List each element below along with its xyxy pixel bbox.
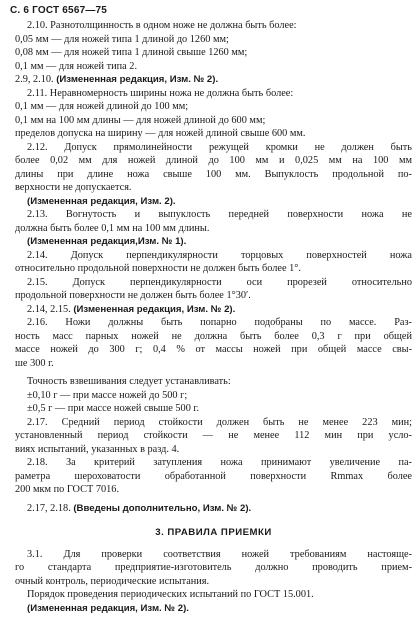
revision-note-2-12: (Измененная редакция, Изм. 2). bbox=[27, 195, 176, 207]
weighing-line: Точность взвешивания следует устанавливать: bbox=[27, 376, 231, 387]
paragraph-2-10-line: 0,08 мм — для ножей типа 1 длиной свыше 1260 мм; bbox=[15, 47, 248, 58]
document-body bbox=[15, 19, 412, 615]
paragraph-2-13-line: должна быть более 0,1 мм на 100 мм длины. bbox=[15, 222, 210, 234]
page-header: С. 6 ГОСТ 6567—75 bbox=[10, 5, 108, 16]
paragraph-2-18-line: 200 мкм по ГОСТ 7016. bbox=[15, 484, 120, 495]
paragraph-2-17-line: установленный период стойкости — не менее 112 мин при усло- bbox=[15, 430, 412, 441]
section-title: 3. ПРАВИЛА ПРИЕМКИ bbox=[155, 527, 272, 538]
paragraph-2-10-line: 0,1 мм — для ножей типа 2. bbox=[15, 60, 138, 72]
paragraph-2-17-line: 2.17. Средний период стойкости должен быть не менее 223 мин; bbox=[27, 416, 412, 428]
revision-note-2-17 bbox=[15, 502, 412, 516]
paragraph-2-13-line: 2.13. Вогнутость и выпуклость передней поверхности ножа не bbox=[27, 209, 412, 220]
paragraph-3-order: Порядок проведения периодических испытаний по ГОСТ 15.001. bbox=[27, 589, 314, 600]
paragraph-2-16-line: ше 300 г. bbox=[15, 357, 54, 369]
paragraph-2-16-line: 2.16. Ножи должны быть попарно подобраны по массе. Раз- bbox=[27, 317, 412, 328]
weighing-line: ±0,5 г — при массе ножей свыше 500 г. bbox=[27, 403, 200, 414]
revision-note-number: 2.9, 2.10. bbox=[15, 74, 54, 85]
revision-note-3: (Измененная редакция, Изм. № 2). bbox=[27, 602, 189, 614]
paragraph-2-10-line: 0,05 мм — для ножей типа 1 длиной до 1260 мм; bbox=[15, 33, 229, 45]
revision-note-2-9 bbox=[15, 73, 412, 87]
paragraph-3-1-line: очный контроль, периодические испытания. bbox=[15, 575, 210, 587]
paragraph-2-11-line: пределов допуска на ширину — для ножей длиной свыше 600 мм. bbox=[15, 128, 306, 139]
paragraph-2-18-line: раметра шероховатости обработанной поверхности Rmmax более bbox=[15, 470, 412, 482]
weighing-line: ±0,10 г — при массе ножей до 500 г; bbox=[27, 389, 188, 401]
paragraph-2-11-line: 0,1 мм на 100 мм длины — для ножей длиной до 600 мм; bbox=[15, 114, 266, 126]
paragraph-2-16-line: ность масс парных ножей не должна быть более 0,3 г при общей bbox=[15, 330, 412, 342]
revision-note-number: 2.17, 2.18. bbox=[27, 502, 71, 514]
paragraph-3-1-line: го стандарта предприятие-изготовитель должно проводить прием- bbox=[15, 562, 412, 573]
revision-note-text: (Измененная редакция, Изм. № 2). bbox=[56, 74, 219, 85]
paragraph-2-14-line: относительно продольной поверхности не должен быть более 1°. bbox=[15, 263, 301, 274]
paragraph-2-18-line: 2.18. За критерий затупления ножа принимают увеличение па- bbox=[27, 457, 412, 468]
paragraph-2-14-line: 2.14. Допуск перпендикулярности торцовых поверхностей ножа bbox=[27, 249, 412, 261]
revision-note-2-13: (Измененная редакция,Изм. № 1). bbox=[27, 236, 187, 247]
revision-note-text: (Измененная редакция, Изм. № 2). bbox=[73, 303, 236, 315]
paragraph-2-15-line: 2.15. Допуск перпендикулярности оси прорезей относительно bbox=[27, 276, 412, 288]
paragraph-2-12-line: 2.12. Допуск прямолинейности режущей кромки не должен быть bbox=[27, 141, 412, 153]
revision-note-number: 2.14, 2.15. bbox=[27, 303, 71, 315]
paragraph-2-11-line: 2.11. Неравномерность ширины ножа не должна быть более: bbox=[27, 87, 294, 99]
revision-note-2-14 bbox=[15, 303, 412, 317]
paragraph-2-11-line: 0,1 мм — для ножей длиной до 100 мм; bbox=[15, 101, 189, 112]
revision-note-text: (Введены дополнительно, Изм. № 2). bbox=[73, 502, 252, 514]
paragraph-2-17-line: виях испытаний, указанных в разд. 4. bbox=[15, 443, 180, 455]
paragraph-2-16-line: массе ножей до 300 г; 0,4 % от массы ножей при общей массе свы- bbox=[15, 344, 412, 355]
paragraph-2-10-line: 2.10. Разнотолщинность в одном ноже не должна быть более: bbox=[27, 20, 297, 31]
paragraph-2-12-line: верхности не допускается. bbox=[15, 182, 132, 193]
paragraph-2-15-line: продольной поверхности не должен быть более 1°30′. bbox=[15, 290, 251, 301]
paragraph-3-1-line: 3.1. Для проверки соответствия ножей требованиям настояще- bbox=[27, 548, 412, 560]
paragraph-2-12-line: длины при длине ножа свыше 100 мм. Выпуклость продольной по- bbox=[15, 168, 412, 180]
paragraph-2-12-line: более 0,02 мм для ножей длиной до 100 мм и 0,025 мм на 100 мм bbox=[15, 155, 412, 166]
